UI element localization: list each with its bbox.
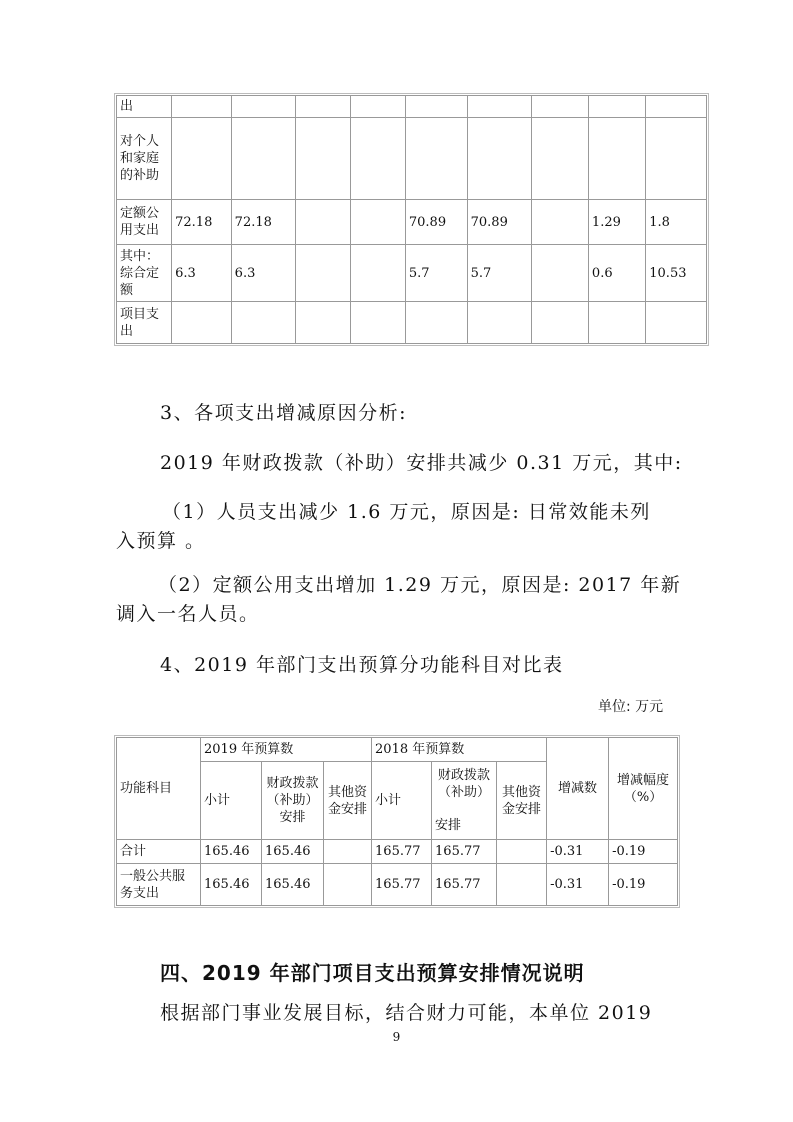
row-label: 定额公用支出	[117, 200, 172, 245]
table-cell: 0.6	[588, 245, 645, 302]
table-cell	[588, 118, 645, 200]
header-2019-fiscal: 财政拨款（补助）安排	[262, 762, 324, 840]
table-cell	[588, 96, 645, 118]
table-cell	[467, 302, 531, 344]
expenditure-table-continued	[116, 95, 707, 344]
table-cell: 165.77	[432, 840, 497, 864]
table-cell: 5.7	[405, 245, 467, 302]
table-row	[117, 864, 678, 906]
table-cell: 165.77	[432, 864, 497, 906]
table-cell	[295, 302, 350, 344]
table-cell	[295, 200, 350, 245]
paragraph-personnel-line2: 入预算 。	[116, 530, 206, 552]
table-cell	[646, 118, 707, 200]
table-cell	[350, 200, 405, 245]
function-comparison-table	[116, 737, 678, 906]
table-cell	[231, 118, 295, 200]
table-cell	[531, 245, 588, 302]
table-cell	[646, 302, 707, 344]
table-cell	[467, 118, 531, 200]
row-label: 合计	[117, 840, 201, 864]
table-cell	[295, 245, 350, 302]
table-cell	[588, 302, 645, 344]
page-number: 9	[392, 1030, 401, 1044]
col-function-header: 功能科目	[117, 738, 201, 840]
table-cell: 72.18	[172, 200, 232, 245]
table-cell	[324, 840, 372, 864]
table-cell: 1.8	[646, 200, 707, 245]
table-row	[117, 302, 707, 344]
table-cell: 6.3	[231, 245, 295, 302]
table-cell: 165.46	[201, 864, 262, 906]
table-cell	[531, 118, 588, 200]
table-cell: 5.7	[467, 245, 531, 302]
table-cell	[405, 118, 467, 200]
table-cell: -0.31	[547, 840, 609, 864]
row-label: 一般公共服务支出	[117, 864, 201, 906]
table-cell: 165.46	[201, 840, 262, 864]
table-cell	[295, 96, 350, 118]
header-2018-fiscal-line2: 安排	[435, 818, 462, 833]
table-cell: 1.29	[588, 200, 645, 245]
table-cell	[405, 96, 467, 118]
header-2018-subtotal: 小计	[372, 762, 432, 840]
table-cell	[324, 864, 372, 906]
table-cell	[231, 302, 295, 344]
table-cell	[350, 96, 405, 118]
table-cell: 70.89	[405, 200, 467, 245]
table-cell	[467, 96, 531, 118]
table-cell: 165.77	[372, 840, 432, 864]
table-cell	[497, 840, 547, 864]
table-row	[117, 200, 707, 245]
table-cell: 165.46	[262, 840, 324, 864]
table-cell: 165.46	[262, 864, 324, 906]
paragraph-project-intro: 根据部门事业发展目标，结合财力可能，本单位 2019	[160, 1002, 653, 1024]
header-2019-other: 其他资金安排	[324, 762, 372, 840]
table-row	[117, 245, 707, 302]
table-cell: 165.77	[372, 864, 432, 906]
paragraph-total-change: 2019 年财政拨款（补助）安排共减少 0.31 万元，其中:	[160, 452, 683, 474]
table-cell	[531, 200, 588, 245]
header-rate: 增减幅度（%）	[609, 738, 678, 840]
section-3-title: 3、各项支出增减原因分析:	[160, 402, 407, 424]
table-cell	[350, 245, 405, 302]
table-cell: -0.31	[547, 864, 609, 906]
paragraph-public-line1: （2）定额公用支出增加 1.29 万元，原因是: 2017 年新	[158, 574, 682, 596]
section-4-title: 4、2019 年部门支出预算分功能科目对比表	[160, 654, 564, 676]
table-cell	[295, 118, 350, 200]
header-2018: 2018 年预算数	[372, 738, 547, 762]
row-label: 出	[117, 96, 172, 118]
table-cell: 70.89	[467, 200, 531, 245]
table-cell	[646, 96, 707, 118]
section-four-heading: 四、2019 年部门项目支出预算安排情况说明	[160, 961, 585, 985]
table-cell	[350, 302, 405, 344]
paragraph-personnel-line1: （1）人员支出减少 1.6 万元，原因是: 日常效能未列	[162, 501, 651, 523]
table-cell: 6.3	[172, 245, 232, 302]
header-2018-other: 其他资金安排	[497, 762, 547, 840]
row-label: 其中：综合定额	[117, 245, 172, 302]
header-2018-fiscal-line1: 财政拨款（补助）	[438, 768, 491, 800]
table-row	[117, 840, 678, 864]
header-change: 增减数	[547, 738, 609, 840]
table-cell	[172, 96, 232, 118]
header-2019: 2019 年预算数	[201, 738, 372, 762]
table-cell	[497, 864, 547, 906]
paragraph-public-line2: 调入一名人员。	[116, 603, 260, 625]
table-cell: 72.18	[231, 200, 295, 245]
table-cell	[172, 118, 232, 200]
table-cell: 10.53	[646, 245, 707, 302]
table-cell: -0.19	[609, 864, 678, 906]
row-label: 项目支出	[117, 302, 172, 344]
unit-label: 单位: 万元	[598, 699, 664, 715]
table-cell	[405, 302, 467, 344]
header-2019-subtotal: 小计	[201, 762, 262, 840]
table-cell	[172, 302, 232, 344]
table-cell	[350, 118, 405, 200]
table-cell	[531, 96, 588, 118]
table-cell	[531, 302, 588, 344]
row-label: 对个人和家庭的补助	[117, 118, 172, 200]
table-cell	[231, 96, 295, 118]
table-row	[117, 96, 707, 118]
table-cell: -0.19	[609, 840, 678, 864]
header-2018-fiscal	[432, 762, 497, 840]
table-row	[117, 118, 707, 200]
